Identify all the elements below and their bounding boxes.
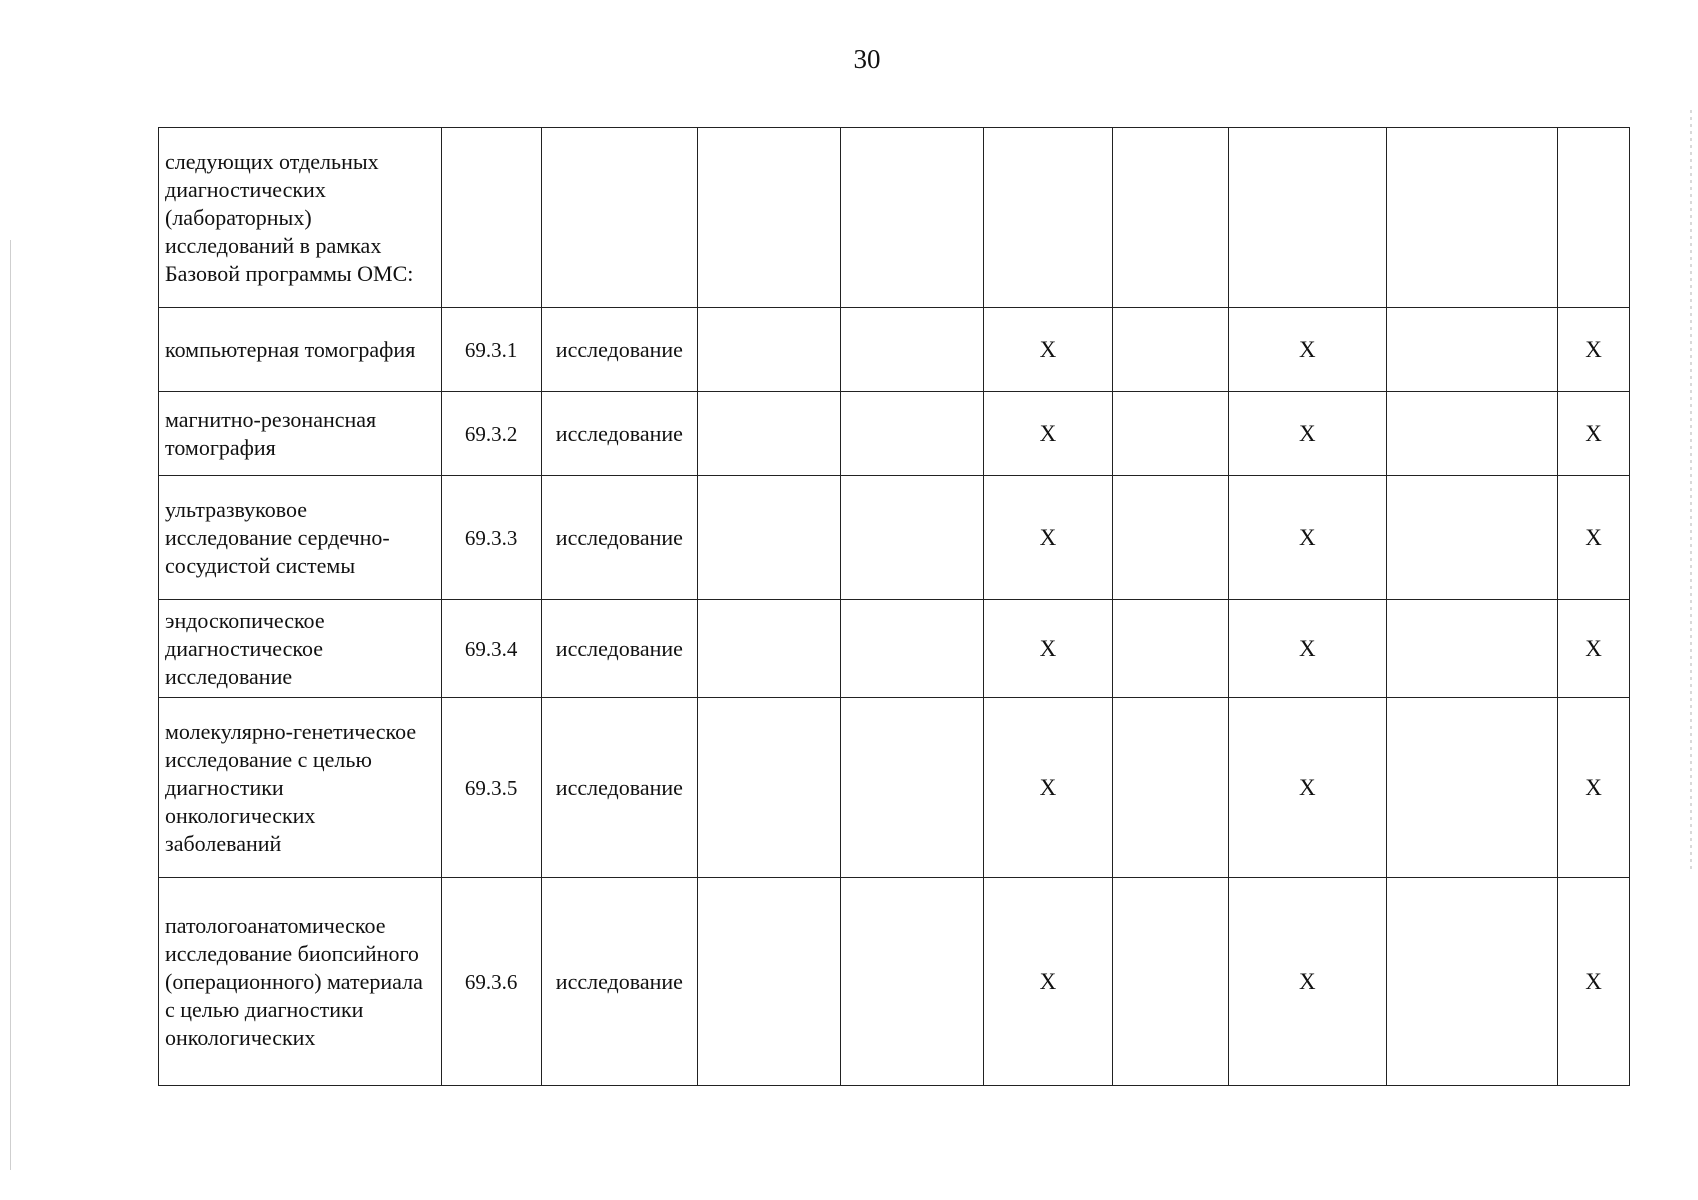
value-cell xyxy=(698,698,841,878)
mark-cell: X xyxy=(1229,878,1386,1086)
code-cell: 69.3.5 xyxy=(441,698,541,878)
service-name-cell: ультразвуковое исследование сердечно-сосудистой системы xyxy=(159,476,442,600)
code-cell xyxy=(441,128,541,308)
service-name-cell: следующих отдельных диагностических (лабораторных) исследований в рамках Базовой программы ОМС: xyxy=(159,128,442,308)
value-cell xyxy=(1386,392,1558,476)
mark-cell: X xyxy=(1558,308,1630,392)
value-cell xyxy=(841,476,983,600)
value-cell xyxy=(1113,308,1229,392)
mark-cell: X xyxy=(1229,476,1386,600)
code-cell: 69.3.6 xyxy=(441,878,541,1086)
value-cell xyxy=(1386,476,1558,600)
value-cell xyxy=(1113,392,1229,476)
service-name-cell: молекулярно-генетическое исследование с целью диагностики онкологических заболеваний xyxy=(159,698,442,878)
value-cell xyxy=(841,128,983,308)
table-row xyxy=(159,392,1630,476)
mark-cell xyxy=(983,128,1112,308)
value-cell xyxy=(1386,308,1558,392)
mark-cell: X xyxy=(983,308,1112,392)
value-cell xyxy=(1386,600,1558,698)
unit-cell: исследование xyxy=(541,878,697,1086)
unit-cell: исследование xyxy=(541,698,697,878)
value-cell xyxy=(841,698,983,878)
service-name-cell: компьютерная томография xyxy=(159,308,442,392)
services-table xyxy=(158,127,1630,1086)
table-row xyxy=(159,128,1630,308)
value-cell xyxy=(841,600,983,698)
table-body xyxy=(159,128,1630,1086)
code-cell: 69.3.3 xyxy=(441,476,541,600)
value-cell xyxy=(698,600,841,698)
value-cell xyxy=(1113,128,1229,308)
value-cell xyxy=(841,392,983,476)
unit-cell: исследование xyxy=(541,392,697,476)
unit-cell: исследование xyxy=(541,600,697,698)
mark-cell xyxy=(1558,128,1630,308)
code-cell: 69.3.2 xyxy=(441,392,541,476)
service-name-cell: магнитно-резонансная томография xyxy=(159,392,442,476)
value-cell xyxy=(1386,128,1558,308)
value-cell xyxy=(841,308,983,392)
mark-cell xyxy=(1229,128,1386,308)
mark-cell: X xyxy=(1229,698,1386,878)
mark-cell: X xyxy=(983,878,1112,1086)
code-cell: 69.3.1 xyxy=(441,308,541,392)
code-cell: 69.3.4 xyxy=(441,600,541,698)
mark-cell: X xyxy=(983,600,1112,698)
value-cell xyxy=(1113,878,1229,1086)
unit-cell: исследование xyxy=(541,308,697,392)
mark-cell: X xyxy=(983,392,1112,476)
value-cell xyxy=(1386,698,1558,878)
service-name-cell: патологоанатомическое исследование биопсийного (операционного) материала с целью диагностики онкологических xyxy=(159,878,442,1086)
table-row xyxy=(159,878,1630,1086)
mark-cell: X xyxy=(983,698,1112,878)
page-number: 30 xyxy=(853,44,881,74)
scan-edge-mark xyxy=(10,240,11,1170)
value-cell xyxy=(1386,878,1558,1086)
value-cell xyxy=(841,878,983,1086)
table-row xyxy=(159,698,1630,878)
value-cell xyxy=(698,476,841,600)
mark-cell: X xyxy=(983,476,1112,600)
unit-cell: исследование xyxy=(541,476,697,600)
value-cell xyxy=(698,392,841,476)
table-row xyxy=(159,476,1630,600)
table-row xyxy=(159,600,1630,698)
table-row xyxy=(159,308,1630,392)
mark-cell: X xyxy=(1229,308,1386,392)
value-cell xyxy=(698,308,841,392)
service-name-cell: эндоскопическое диагностическое исследование xyxy=(159,600,442,698)
mark-cell: X xyxy=(1558,392,1630,476)
scan-edge-mark xyxy=(1690,110,1692,870)
unit-cell xyxy=(541,128,697,308)
mark-cell: X xyxy=(1558,878,1630,1086)
value-cell xyxy=(1113,600,1229,698)
mark-cell: X xyxy=(1558,698,1630,878)
mark-cell: X xyxy=(1229,392,1386,476)
value-cell xyxy=(698,878,841,1086)
mark-cell: X xyxy=(1558,476,1630,600)
mark-cell: X xyxy=(1229,600,1386,698)
value-cell xyxy=(1113,476,1229,600)
mark-cell: X xyxy=(1558,600,1630,698)
value-cell xyxy=(1113,698,1229,878)
value-cell xyxy=(698,128,841,308)
